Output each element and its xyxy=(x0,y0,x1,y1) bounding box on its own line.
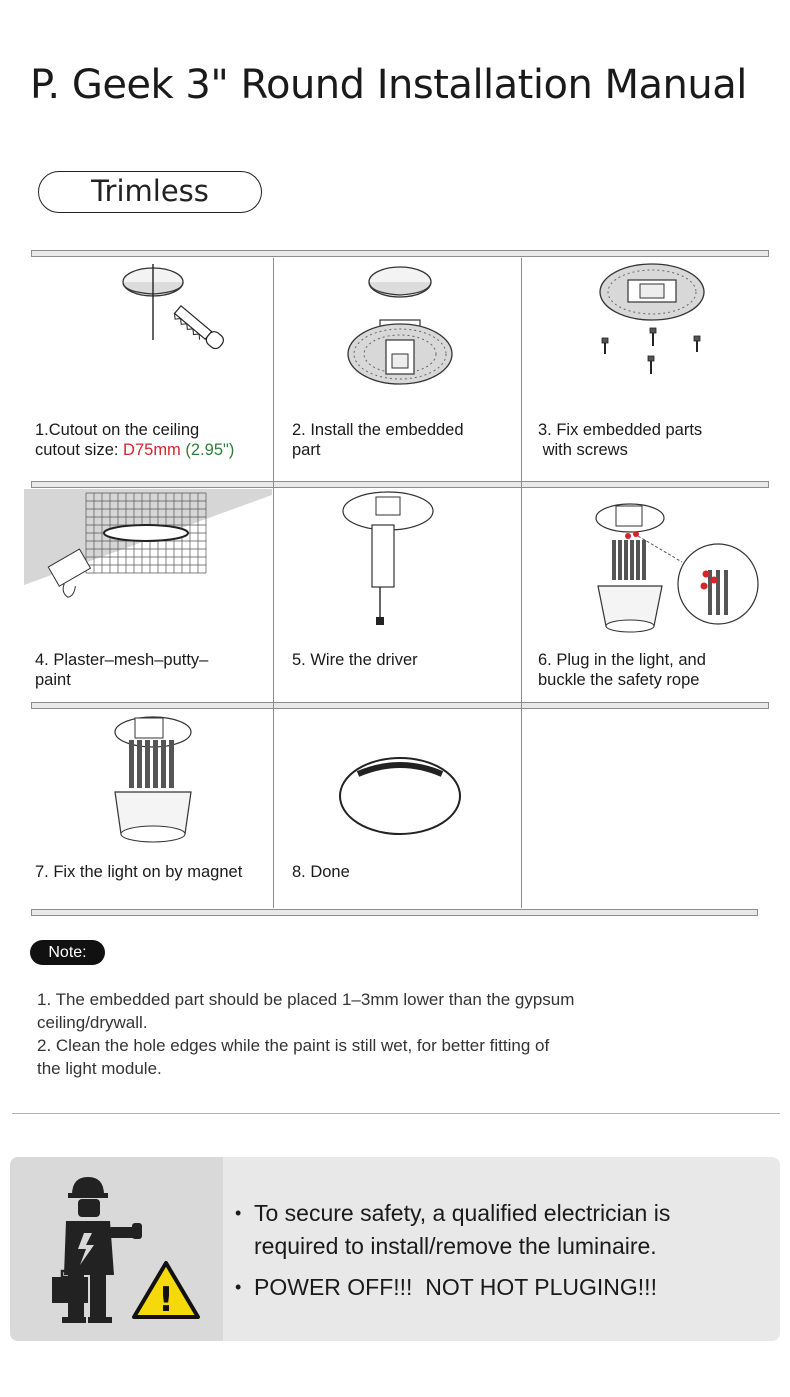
section-divider xyxy=(12,1113,780,1114)
step-caption: 3. Fix embedded parts with screws xyxy=(538,421,703,459)
saw-icon xyxy=(172,304,226,353)
magnet-fix-illustration xyxy=(105,712,205,847)
plaster-mesh-illustration xyxy=(24,489,272,601)
page-title: P. Geek 3" Round Installation Manual xyxy=(30,62,747,108)
step-caption: 2. Install the embedded part xyxy=(292,421,464,459)
safety-bullets xyxy=(235,1197,765,1312)
electrician-icon xyxy=(10,1157,223,1341)
step-caption: 1.Cutout on the ceiling cutout size: D75mm (2.95") xyxy=(35,421,235,459)
fix-screws-illustration xyxy=(590,262,720,382)
safety-illustration xyxy=(10,1157,223,1341)
column-divider xyxy=(521,258,522,908)
step-caption: 6. Plug in the light, and buckle the safety rope xyxy=(538,651,706,689)
cutout-illustration xyxy=(110,258,240,378)
variant-badge: Trimless xyxy=(38,171,262,213)
step-caption: 5. Wire the driver xyxy=(292,651,418,669)
divider-bar xyxy=(31,481,769,488)
svg-text:!: ! xyxy=(158,1280,174,1320)
step-caption: 4. Plaster–mesh–putty– paint xyxy=(35,651,209,689)
divider-bar xyxy=(31,250,769,257)
step-caption: 8. Done xyxy=(292,863,350,881)
done-illustration xyxy=(338,756,464,836)
safety-bullet: • To secure safety, a qualified electrician is required to install/remove the luminaire. xyxy=(235,1197,765,1263)
step-caption: 7. Fix the light on by magnet xyxy=(35,863,243,881)
screw-icon xyxy=(602,328,700,374)
safety-bullet: • POWER OFF!!! NOT HOT PLUGING!!! xyxy=(235,1271,765,1304)
column-divider xyxy=(273,258,274,908)
wire-driver-illustration xyxy=(340,489,440,639)
divider-bar xyxy=(31,702,769,709)
divider-bar xyxy=(31,909,758,916)
embedded-part-illustration xyxy=(340,258,470,398)
note-badge: Note: xyxy=(30,940,105,965)
warning-icon xyxy=(134,1263,198,1320)
note-text: 1. The embedded part should be placed 1–3mm lower than the gypsum ceiling/drywall. 2. Clean the hole edges while the paint is still wet, for better fitting of the light module. xyxy=(37,990,575,1078)
plug-light-illustration xyxy=(590,500,765,640)
safety-panel xyxy=(10,1157,780,1341)
